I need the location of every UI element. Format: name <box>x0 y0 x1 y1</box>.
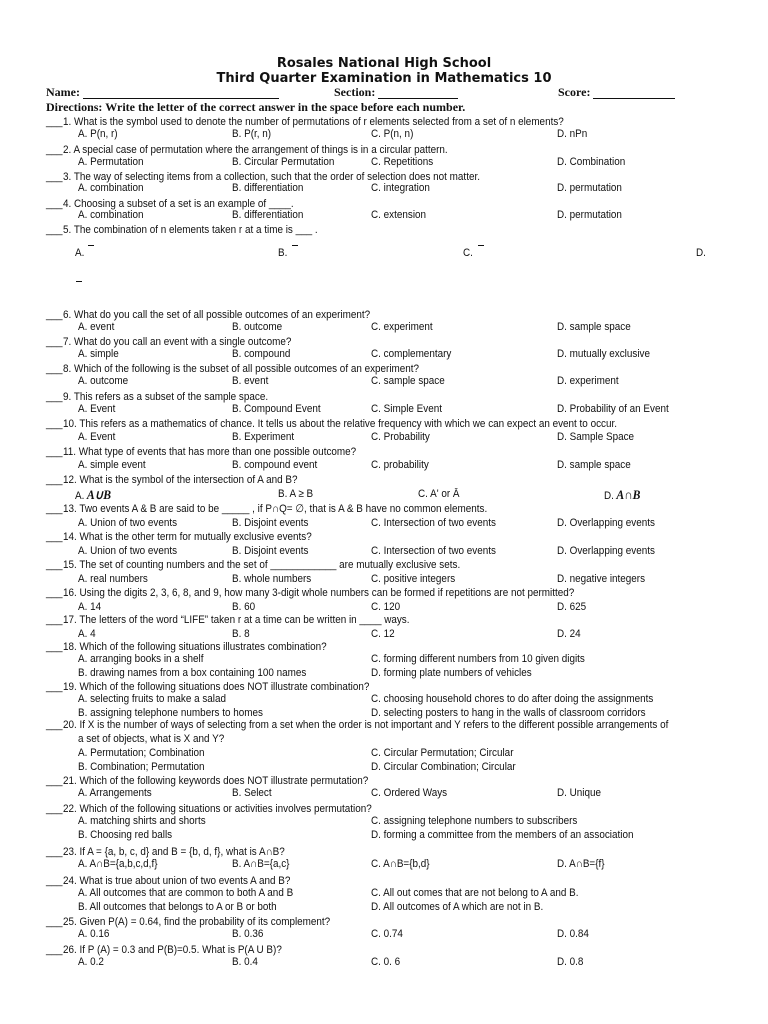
question-text: 15. The set of counting numbers and the set of ____________ are mutually exclusive sets. <box>63 559 461 571</box>
option[interactable]: C. 12 <box>371 628 395 640</box>
question-stem: Which of the following situations does NOT illustrate combination? <box>79 681 370 693</box>
question-text: 21. Which of the following keywords does NOT illustrate permutation? <box>63 775 369 787</box>
question-number: 1 <box>63 116 69 128</box>
option[interactable]: B. Combination; Permutation <box>78 761 205 773</box>
formula-option[interactable] <box>476 236 484 252</box>
option[interactable]: A. real numbers <box>78 573 148 585</box>
option[interactable]: A. A∪B <box>75 487 112 502</box>
answer-blank[interactable]: ___ <box>46 336 63 348</box>
option[interactable]: D. forming a committee from the members of an association <box>371 829 634 841</box>
option[interactable]: C. Simple Event <box>371 403 442 415</box>
answer-blank[interactable]: ___ <box>46 846 63 858</box>
question-stem: If A = {a, b, c, d} and B = {b, d, f}, what is A∩B? <box>79 846 285 858</box>
question-stem: Given P(A) = 0.64, find the probability of its complement? <box>79 916 331 928</box>
question-number: 25 <box>63 916 75 928</box>
option[interactable]: C. Ordered Ways <box>371 787 448 799</box>
answer-blank[interactable]: ___ <box>46 916 63 928</box>
fraction <box>478 245 484 246</box>
option[interactable]: C. 120 <box>371 601 401 613</box>
option[interactable]: A. Permutation <box>78 156 144 168</box>
fraction <box>76 281 82 282</box>
option[interactable]: D. A∩B={f} <box>557 858 605 870</box>
question-number: 14 <box>63 531 75 543</box>
answer-blank[interactable]: ___ <box>46 775 63 787</box>
school-name: Rosales National High School <box>276 56 492 71</box>
option[interactable]: D. permutation <box>557 182 622 194</box>
question-text: 13. Two events A & B are said to be _____ , if P∩Q= ∅, that is A & B have no common elements. <box>63 503 488 515</box>
question-stem: The letters of the word “LIFE” taken r at a time can be written in ____ ways. <box>79 614 410 626</box>
option[interactable]: B. 60 <box>232 601 256 613</box>
question-stem: The way of selecting items from a collection, such that the order of selection does not matter. <box>73 171 480 183</box>
question-stem: What is the symbol of the intersection of A and B? <box>79 474 298 486</box>
option[interactable]: B. Circular Permutation <box>232 156 335 168</box>
numerator <box>292 245 298 246</box>
option[interactable]: D. permutation <box>557 209 622 221</box>
answer-blank[interactable]: ___ <box>46 559 63 571</box>
question-number: 8 <box>63 363 69 375</box>
question-stem: Which of the following situations illustrates combination? <box>79 641 327 653</box>
answer-blank[interactable]: ___ <box>46 681 63 693</box>
question-number: 26 <box>63 944 75 956</box>
option[interactable]: C. experiment <box>371 321 433 333</box>
section-field[interactable]: Section: <box>334 86 458 99</box>
answer-blank[interactable]: ___ <box>46 875 63 887</box>
question-stem: Using the digits 2, 3, 6, 8, and 9, how many 3-digit whole numbers can be formed if repetitions are not permitted? <box>79 587 575 599</box>
answer-blank[interactable]: ___ <box>46 224 63 236</box>
formula-option[interactable] <box>86 236 94 252</box>
question-number: 7 <box>63 336 69 348</box>
question-text: 24. What is true about union of two events A and B? <box>63 875 291 887</box>
question-text: 20. If X is the number of ways of selecting from a set when the order is not important and Y refers to the different possible arrangements of <box>63 719 669 731</box>
option[interactable]: B. P(r, n) <box>232 128 272 140</box>
option[interactable]: C. A' or Ā <box>418 488 460 500</box>
option[interactable]: B. compound event <box>232 459 318 471</box>
question-number: 6 <box>63 309 69 321</box>
option[interactable]: D. nPn <box>557 128 588 140</box>
question-text: 2. A special case of permutation where the arrangement of things is in a circular pattern. <box>63 144 448 156</box>
question-stem: If X is the number of ways of selecting from a set when the order is not important and Y refers to the different possible arrangements of <box>79 719 669 731</box>
answer-blank[interactable]: ___ <box>46 116 63 128</box>
question-stem-continued: a set of objects, what is X and Y? <box>78 733 225 745</box>
question-number: 18 <box>63 641 75 653</box>
question-stem: What do you call the set of all possible outcomes of an experiment? <box>74 309 371 321</box>
question-stem: What is true about union of two events A and B? <box>79 875 291 887</box>
union-symbol: A∪B <box>84 487 112 502</box>
option[interactable]: D. All outcomes of A which are not in B. <box>371 901 544 913</box>
option[interactable]: B. Choosing red balls <box>78 829 173 841</box>
option[interactable]: B. event <box>232 375 269 387</box>
option[interactable]: B. 0.4 <box>232 956 258 968</box>
option[interactable]: B. assigning telephone numbers to homes <box>78 707 263 719</box>
score-field[interactable]: Score: <box>558 86 675 99</box>
question-text: 6. What do you call the set of all possible outcomes of an experiment? <box>63 309 371 321</box>
option[interactable]: A. All outcomes that are common to both A and B <box>78 887 294 899</box>
option[interactable]: C. Intersection of two events <box>371 517 496 529</box>
option[interactable]: B. Select <box>232 787 272 799</box>
option[interactable]: D. Sample Space <box>557 431 635 443</box>
option[interactable]: D. 0.8 <box>557 956 584 968</box>
question-number: 10 <box>63 418 75 430</box>
option[interactable]: D. Combination <box>557 156 626 168</box>
question-stem: What is the symbol used to denote the number of permutations of r elements selected from a set of n elements? <box>74 116 564 128</box>
option[interactable]: D. A∩B <box>604 487 641 502</box>
option[interactable]: D. 24 <box>557 628 581 640</box>
question-stem: What type of events that has more than one possible outcome? <box>78 446 357 458</box>
directions: Directions: Write the letter of the correct answer in the space before each number. <box>46 100 466 114</box>
question-text: 26. If P (A) = 0.3 and P(B)=0.5. What is P(A U B)? <box>63 944 282 956</box>
answer-blank[interactable]: ___ <box>46 144 63 156</box>
answer-blank[interactable]: ___ <box>46 171 63 183</box>
option[interactable]: A. Permutation; Combination <box>78 747 205 759</box>
name-field[interactable]: Name: <box>46 86 279 99</box>
section-label: Section <box>334 85 372 99</box>
question-number: 19 <box>63 681 75 693</box>
option[interactable]: B. Experiment <box>232 431 295 443</box>
option[interactable]: B. 8 <box>232 628 250 640</box>
question-stem: This refers as a subset of the sample space. <box>73 391 269 403</box>
option[interactable]: D. forming plate numbers of vehicles <box>371 667 532 679</box>
question-number: 24 <box>63 875 75 887</box>
numerator <box>88 245 94 246</box>
option[interactable]: B. compound <box>232 348 291 360</box>
numerator <box>76 281 82 282</box>
option[interactable]: B. All outcomes that belongs to A or B or both <box>78 901 277 913</box>
option[interactable]: B. outcome <box>232 321 283 333</box>
question-stem: This refers as a mathematics of chance. It tells us about the relative frequency with which we can expect an event to occur. <box>79 418 617 430</box>
option[interactable]: A. Arrangements <box>78 787 152 799</box>
option[interactable]: C. complementary <box>371 348 452 360</box>
option[interactable]: B. Disjoint events <box>232 517 309 529</box>
answer-blank[interactable]: ___ <box>46 418 63 430</box>
answer-blank[interactable]: ___ <box>46 363 63 375</box>
question-number: 23 <box>63 846 75 858</box>
question-text: 19. Which of the following situations does NOT illustrate combination? <box>63 681 370 693</box>
question-stem: Two events A & B are said to be _____ , if P∩Q= ∅, that is A & B have no common elements. <box>79 503 488 515</box>
question-stem: If P (A) = 0.3 and P(B)=0.5. What is P(A U B)? <box>79 944 282 956</box>
question-stem: The combination of n elements taken r at a time is ___ . <box>73 224 318 236</box>
answer-blank[interactable]: ___ <box>46 944 63 956</box>
answer-blank[interactable]: ___ <box>46 474 63 486</box>
option[interactable]: B. A∩B={a,c} <box>232 858 290 870</box>
option[interactable]: D. Unique <box>557 787 602 799</box>
option[interactable]: C. Repetitions <box>371 156 434 168</box>
question-text: 16. Using the digits 2, 3, 6, 8, and 9, how many 3-digit whole numbers can be formed if repetitions are not permitted? <box>63 587 575 599</box>
question-stem: What is the other term for mutually exclusive events? <box>79 531 312 543</box>
question-text: 23. If A = {a, b, c, d} and B = {b, d, f}, what is A∩B? <box>63 846 285 858</box>
option[interactable]: C. sample space <box>371 375 445 387</box>
fraction <box>88 245 94 246</box>
option[interactable]: C. P(n, n) <box>371 128 414 140</box>
option[interactable]: C. All out comes that are not belong to A and B. <box>371 887 579 899</box>
option[interactable]: B. Compound Event <box>232 403 321 415</box>
question-number: 22 <box>63 803 75 815</box>
option[interactable]: D. mutually exclusive <box>557 348 650 360</box>
formula-option[interactable] <box>74 272 82 288</box>
option[interactable]: D. 0.84 <box>557 928 589 940</box>
question-text: 25. Given P(A) = 0.64, find the probability of its complement? <box>63 916 331 928</box>
option[interactable]: C. positive integers <box>371 573 456 585</box>
option[interactable]: A. arranging books in a shelf <box>78 653 204 665</box>
option[interactable]: C. A∩B={b,d} <box>371 858 430 870</box>
option[interactable]: D. negative integers <box>557 573 646 585</box>
option[interactable]: A. Event <box>78 403 116 415</box>
question-stem: The set of counting numbers and the set of ____________ are mutually exclusive sets. <box>79 559 461 571</box>
option[interactable]: C. Intersection of two events <box>371 545 496 557</box>
option[interactable]: B. A ≥ B <box>278 488 314 500</box>
answer-blank[interactable]: ___ <box>46 587 63 599</box>
formula-option[interactable] <box>290 236 298 252</box>
option[interactable]: A. matching shirts and shorts <box>78 815 206 827</box>
fraction <box>292 245 298 246</box>
option[interactable]: A. simple event <box>78 459 146 471</box>
option[interactable]: B. 0.36 <box>232 928 264 940</box>
answer-blank[interactable]: ___ <box>46 641 63 653</box>
question-text: 3. The way of selecting items from a collection, such that the order of selection does not matter. <box>63 171 480 183</box>
score-label: Score <box>558 85 587 99</box>
option[interactable]: B. drawing names from a box containing 100 names <box>78 667 307 679</box>
option[interactable]: D. Overlapping events <box>557 545 655 557</box>
option[interactable]: B. whole numbers <box>232 573 312 585</box>
question-text: 10. This refers as a mathematics of chance. It tells us about the relative frequency with which we can expect an event to occur. <box>63 418 617 430</box>
question-text: 17. The letters of the word “LIFE” taken r at a time can be written in ____ ways. <box>63 614 410 626</box>
question-number: 16 <box>63 587 75 599</box>
question-number: 13 <box>63 503 75 515</box>
option[interactable]: A. outcome <box>78 375 129 387</box>
option[interactable]: A. A∩B={a,b,c,d,f} <box>78 858 158 870</box>
answer-blank[interactable]: ___ <box>46 198 63 210</box>
option[interactable]: D. sample space <box>557 321 631 333</box>
question-number: 15 <box>63 559 75 571</box>
option[interactable]: B. Disjoint events <box>232 545 309 557</box>
option-letter[interactable]: D. <box>696 247 706 259</box>
option[interactable]: A. Union of two events <box>78 517 178 529</box>
answer-blank[interactable]: ___ <box>46 531 63 543</box>
question-number: 4 <box>63 198 69 210</box>
question-text: 9. This refers as a subset of the sample space. <box>63 391 269 403</box>
option[interactable]: A. combination <box>78 209 144 221</box>
option[interactable]: A. selecting fruits to make a salad <box>78 693 227 705</box>
option[interactable]: A. event <box>78 321 115 333</box>
answer-blank[interactable]: ___ <box>46 803 63 815</box>
option[interactable]: A. Event <box>78 431 116 443</box>
option[interactable]: D. Overlapping events <box>557 517 655 529</box>
option[interactable]: A. 14 <box>78 601 102 613</box>
question-stem: Which of the following situations or activities involves permutation? <box>79 803 372 815</box>
option[interactable]: C. choosing household chores to do after doing the assignments <box>371 693 654 705</box>
question-stem: What do you call an event with a single outcome? <box>74 336 292 348</box>
option[interactable]: A. P(n, r) <box>78 128 118 140</box>
question-number: 2 <box>63 144 69 156</box>
exam-title: Third Quarter Examination in Mathematics 10 <box>216 71 552 86</box>
answer-blank[interactable]: ___ <box>46 614 63 626</box>
option[interactable]: A. 0.16 <box>78 928 110 940</box>
option[interactable]: C. Probability <box>371 431 430 443</box>
option[interactable]: C. 0.74 <box>371 928 403 940</box>
option[interactable]: B. differentiation <box>232 182 304 194</box>
option[interactable]: C. integration <box>371 182 430 194</box>
option[interactable]: A. 4 <box>78 628 96 640</box>
option-letter[interactable]: C. <box>463 247 473 259</box>
answer-blank[interactable]: ___ <box>46 309 63 321</box>
question-text: 14. What is the other term for mutually exclusive events? <box>63 531 312 543</box>
question-text: 18. Which of the following situations illustrates combination? <box>63 641 327 653</box>
option-letter[interactable]: B. <box>278 247 288 259</box>
question-text: 7. What do you call an event with a single outcome? <box>63 336 292 348</box>
option[interactable]: B. differentiation <box>232 209 304 221</box>
question-number: 5 <box>63 224 69 236</box>
question-text: 12. What is the symbol of the intersection of A and B? <box>63 474 298 486</box>
question-text: 22. Which of the following situations or activities involves permutation? <box>63 803 372 815</box>
answer-blank[interactable]: ___ <box>46 719 63 731</box>
question-text: 4. Choosing a subset of a set is an example of ____. <box>63 198 294 210</box>
option[interactable]: C. forming different numbers from 10 given digits <box>371 653 585 665</box>
question-number: 21 <box>63 775 75 787</box>
option[interactable]: C. Circular Permutation; Circular <box>371 747 514 759</box>
option[interactable]: D. 625 <box>557 601 587 613</box>
option[interactable]: D. experiment <box>557 375 619 387</box>
option[interactable]: A. 0.2 <box>78 956 104 968</box>
question-number: 9 <box>63 391 69 403</box>
option[interactable]: C. assigning telephone numbers to subscribers <box>371 815 578 827</box>
question-text: 1. What is the symbol used to denote the number of permutations of r elements selected from a set of n elements? <box>63 116 564 128</box>
option[interactable]: D. sample space <box>557 459 631 471</box>
answer-blank[interactable]: ___ <box>46 503 63 515</box>
question-number: 12 <box>63 474 75 486</box>
name-label: Name <box>46 85 76 99</box>
numerator <box>478 245 484 246</box>
option[interactable]: A. simple <box>78 348 119 360</box>
option[interactable]: D. Probability of an Event <box>557 403 669 415</box>
question-number: 3 <box>63 171 69 183</box>
question-stem: Choosing a subset of a set is an example of ____. <box>74 198 294 210</box>
question-stem: A special case of permutation where the arrangement of things is in a circular pattern. <box>73 144 448 156</box>
question-text: 11. What type of events that has more than one possible outcome? <box>63 446 357 458</box>
question-text: 8. Which of the following is the subset of all possible outcomes of an experiment? <box>63 363 420 375</box>
option-letter[interactable]: A. <box>75 247 85 259</box>
question-number: 20 <box>63 719 75 731</box>
option[interactable]: A. Union of two events <box>78 545 178 557</box>
question-stem: Which of the following keywords does NOT illustrate permutation? <box>79 775 369 787</box>
question-stem: Which of the following is the subset of all possible outcomes of an experiment? <box>74 363 420 375</box>
option[interactable]: D. Circular Combination; Circular <box>371 761 516 773</box>
answer-blank[interactable]: ___ <box>46 446 63 458</box>
option[interactable]: D. selecting posters to hang in the walls of classroom corridors <box>371 707 646 719</box>
option[interactable]: A. combination <box>78 182 144 194</box>
question-text: 5. The combination of n elements taken r at a time is ___ . <box>63 224 318 236</box>
question-number: 11 <box>63 446 74 458</box>
answer-blank[interactable]: ___ <box>46 391 63 403</box>
question-number: 17 <box>63 614 75 626</box>
intersection-symbol: A∩B <box>613 487 641 502</box>
option[interactable]: C. 0. 6 <box>371 956 401 968</box>
option[interactable]: C. probability <box>371 459 429 471</box>
option[interactable]: C. extension <box>371 209 427 221</box>
